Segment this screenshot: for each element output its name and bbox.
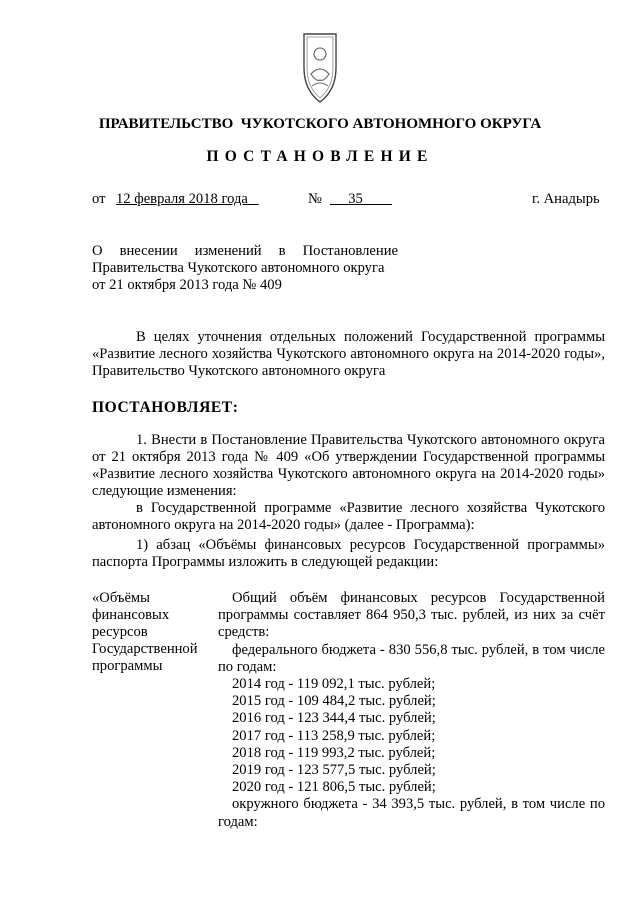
coat-of-arms-icon — [300, 28, 380, 108]
year-row: 2014 год - 119 092,1 тыс. рублей; — [232, 676, 436, 693]
document-type: ПОСТАНОВЛЕНИЕ — [206, 148, 434, 165]
funding-total: Общий объём финансовых ресурсов Государственной программы составляет 864 950,3 тыс. рублей, из них за счёт средств: — [218, 590, 605, 641]
table-left-line: финансовых — [92, 607, 170, 623]
subject-line-3: от 21 октября 2013 года № 409 — [92, 277, 282, 293]
item-1: 1. Внести в Постановление Правительства Чукотского автономного округа от 21 октября 2013 года № 409 «Об утверждении Государственной программы «Развитие лесного хозяйства Чукотского автономного округа на 2014-2020 годы» следующие изменения: — [92, 432, 605, 499]
from-label: от — [92, 191, 106, 207]
subject-line-2: Правительства Чукотского автономного округа — [92, 260, 385, 276]
year-row: 2019 год - 123 577,5 тыс. рублей; — [232, 762, 436, 779]
table-left-line: программы — [92, 658, 163, 674]
organization-title: ПРАВИТЕЛЬСТВО ЧУКОТСКОГО АВТОНОМНОГО ОКРУГА — [98, 116, 542, 132]
number-label: № — [308, 191, 322, 207]
decree-date: 12 февраля 2018 года — [116, 191, 248, 207]
table-right-cell — [218, 590, 605, 831]
table-left-line: Государственной — [92, 641, 198, 657]
paragraph-programme: в Государственной программе «Развитие лесного хозяйства Чукотского автономного округа на 2014-2020 годы» (далее - Программа): — [92, 500, 605, 533]
table-left-cell — [92, 590, 212, 675]
federal-budget: федерального бюджета - 830 556,8 тыс. рублей, в том числе по годам: — [218, 641, 605, 675]
table-left-line: ресурсов — [92, 624, 148, 640]
paragraph-amendment: 1) абзац «Объёмы финансовых ресурсов Государственной программы» паспорта Программы изложить в следующей редакции: — [92, 537, 605, 570]
year-row: 2016 год - 123 344,4 тыс. рублей; — [232, 710, 436, 727]
preamble: В целях уточнения отдельных положений Государственной программы «Развитие лесного хозяйства Чукотского автономного округа на 2014-2020 годы», Правительство Чукотского автономного округа — [92, 329, 605, 379]
resolves-heading: ПОСТАНОВЛЯЕТ: — [92, 399, 239, 416]
year-row: 2018 год - 119 993,2 тыс. рублей; — [232, 744, 436, 761]
subject-line-1: О внесении изменений в Постановление — [92, 243, 398, 259]
year-row: 2015 год - 109 484,2 тыс. рублей; — [232, 693, 436, 710]
city: г. Анадырь — [532, 191, 600, 207]
district-budget: окружного бюджета - 34 393,5 тыс. рублей, в том числе по годам: — [218, 796, 605, 830]
table-left-line: «Объёмы — [92, 590, 150, 606]
decree-number: 35 — [348, 191, 363, 207]
year-row: 2020 год - 121 806,5 тыс. рублей; — [232, 779, 436, 796]
year-row: 2017 год - 113 258,9 тыс. рублей; — [232, 727, 436, 744]
